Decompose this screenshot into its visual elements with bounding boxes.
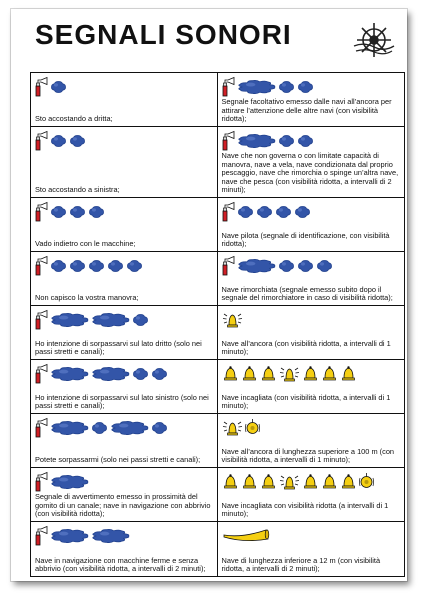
- bell-icon: [241, 473, 258, 490]
- signal-cell: [218, 468, 405, 522]
- signal-description: Segnale di avvertimento emesso in prossimità del gomito di un canale; nave in navigazione con abbrivio (con visibilità ridotta);: [35, 492, 211, 519]
- signal-icons: [222, 417, 401, 439]
- signal-description: Sto accostando a dritta;: [35, 114, 113, 124]
- signal-description: Nave all’ancora di lunghezza superiore a 100 m (con visibilità ridotta, a intervalli di 1 minuto);: [221, 446, 395, 465]
- signal-description: Vado indietro con le macchine;: [35, 239, 136, 249]
- short-blast-icon: [50, 205, 67, 219]
- signal-cell: [218, 306, 405, 360]
- signal-cell: [31, 198, 218, 252]
- signal-cell: [31, 522, 218, 576]
- bell-icon: [260, 473, 277, 490]
- signal-description: Ho intenzione di sorpassarvi sul lato sinistro (solo nei passi stretti e canali);: [35, 392, 209, 411]
- signal-cell: [218, 198, 405, 252]
- signal-icons: [222, 363, 401, 385]
- short-blast-icon: [151, 367, 168, 381]
- ringing-bell-icon: [222, 311, 243, 329]
- signal-description: Sto accostando a sinistra;: [35, 185, 120, 195]
- short-blast-icon: [297, 80, 314, 94]
- short-blast-icon: [132, 367, 149, 381]
- signal-description: Nave pilota (segnale di identificazione, con visibilità ridotta);: [221, 230, 390, 249]
- signal-icons: [222, 201, 401, 223]
- signal-icons: [222, 471, 401, 493]
- short-blast-icon: [69, 134, 86, 148]
- gong-icon: [359, 472, 374, 491]
- signal-description: Ho intenzione di sorpassarvi sul lato dritto (solo nei passi stretti e canali);: [35, 338, 202, 357]
- long-blast-icon: [50, 420, 89, 436]
- air-horn-icon: [35, 310, 48, 330]
- short-blast-icon: [297, 259, 314, 273]
- long-blast-icon: [237, 258, 276, 274]
- ships-wheel-icon: [352, 20, 396, 60]
- signal-cell: [31, 414, 218, 468]
- signal-cell: [218, 127, 405, 198]
- short-blast-icon: [278, 259, 295, 273]
- long-blast-icon: [237, 133, 276, 149]
- short-blast-icon: [91, 421, 108, 435]
- signal-icons: [35, 130, 213, 152]
- short-blast-icon: [237, 205, 254, 219]
- signal-icons: [35, 201, 213, 223]
- signal-cell: [31, 127, 218, 198]
- long-blast-icon: [110, 420, 149, 436]
- bell-icon: [340, 365, 357, 382]
- page-sheet: [11, 9, 407, 581]
- air-horn-icon: [35, 256, 48, 276]
- signal-cell: [218, 414, 405, 468]
- bell-icon: [321, 365, 338, 382]
- signal-description: Non capisco la vostra manovra;: [35, 293, 139, 303]
- signal-cell: [218, 522, 405, 576]
- short-blast-icon: [50, 80, 67, 94]
- short-blast-icon: [297, 134, 314, 148]
- signal-cell: [31, 468, 218, 522]
- signal-cell: [218, 360, 405, 414]
- signal-icons: [35, 309, 213, 331]
- page-title: SEGNALI SONORI: [35, 19, 292, 50]
- short-blast-icon: [88, 259, 105, 273]
- short-blast-icon: [50, 134, 67, 148]
- bell-icon: [302, 365, 319, 382]
- signal-description: Nave che non governa o con limitate capacità di manovra, nave a vela, nave condizionata dal proprio pescaggio, nave che rimorchia o spinge un’altra nave, nave che pesca (con visibilità ridotta, a intervalli di 2 minuti);: [221, 151, 399, 195]
- air-horn-icon: [222, 256, 235, 276]
- air-horn-icon: [222, 202, 235, 222]
- air-horn-icon: [35, 364, 48, 384]
- short-blast-icon: [126, 259, 143, 273]
- signal-icons: [222, 130, 401, 152]
- signal-icons: [222, 255, 401, 277]
- short-blast-icon: [50, 259, 67, 273]
- short-blast-icon: [88, 205, 105, 219]
- long-blast-icon: [91, 312, 130, 328]
- long-blast-icon: [91, 366, 130, 382]
- signal-description: Nave all’ancora (con visibilità ridotta, a intervalli di 1 minuto);: [221, 338, 391, 357]
- air-horn-icon: [222, 131, 235, 151]
- signal-description: Segnale facoltativo emesso dalle navi all’ancora per attirare l’attenzione delle altre navi (con visibilità ridotta);: [221, 97, 392, 124]
- signal-icons: [35, 255, 213, 277]
- signal-cell: [31, 73, 218, 127]
- signal-cell: [218, 73, 405, 127]
- bell-icon: [260, 365, 277, 382]
- signal-cell: [31, 252, 218, 306]
- short-blast-icon: [69, 205, 86, 219]
- short-blast-icon: [278, 134, 295, 148]
- ringing-bell-icon: [279, 365, 300, 383]
- long-blast-icon: [50, 474, 89, 490]
- short-blast-icon: [107, 259, 124, 273]
- signal-icons: [222, 76, 401, 98]
- bell-icon: [321, 473, 338, 490]
- air-horn-icon: [35, 77, 48, 97]
- signal-icons: [35, 76, 213, 98]
- signal-icons: [35, 525, 213, 547]
- signal-description: Nave incagliata (con visibilità ridotta, a intervalli di 1 minuto);: [221, 392, 391, 411]
- short-blast-icon: [69, 259, 86, 273]
- short-blast-icon: [294, 205, 311, 219]
- bell-icon: [241, 365, 258, 382]
- short-blast-icon: [275, 205, 292, 219]
- air-horn-icon: [35, 202, 48, 222]
- signal-description: Nave in navigazione con macchine ferme e senza abbrivio (con visibilità ridotta, a intervalli di 2 minuti);: [35, 555, 206, 574]
- ringing-bell-icon: [222, 419, 243, 437]
- signal-icons: [35, 417, 213, 439]
- bell-icon: [222, 365, 239, 382]
- air-horn-icon: [35, 418, 48, 438]
- signal-cell: [31, 306, 218, 360]
- signal-cell: [31, 360, 218, 414]
- bell-icon: [302, 473, 319, 490]
- signal-description: Nave incagliata con visibilità ridotta (a intervalli di 1 minuto);: [221, 500, 389, 519]
- short-blast-icon: [278, 80, 295, 94]
- hand-horn-icon: [222, 527, 270, 545]
- long-blast-icon: [50, 312, 89, 328]
- short-blast-icon: [132, 313, 149, 327]
- signal-icons: [35, 471, 213, 493]
- signal-icons: [222, 309, 401, 331]
- air-horn-icon: [35, 472, 48, 492]
- bell-icon: [222, 473, 239, 490]
- long-blast-icon: [50, 366, 89, 382]
- gong-icon: [245, 418, 260, 437]
- signal-description: Potete sorpassarmi (solo nei passi stretti e canali);: [35, 455, 201, 465]
- signals-table: [30, 72, 405, 577]
- long-blast-icon: [237, 79, 276, 95]
- signal-icons: [222, 525, 401, 547]
- long-blast-icon: [50, 528, 89, 544]
- short-blast-icon: [256, 205, 273, 219]
- short-blast-icon: [151, 421, 168, 435]
- ringing-bell-icon: [279, 473, 300, 491]
- bell-icon: [340, 473, 357, 490]
- long-blast-icon: [91, 528, 130, 544]
- air-horn-icon: [222, 77, 235, 97]
- short-blast-icon: [316, 259, 333, 273]
- air-horn-icon: [35, 526, 48, 546]
- signal-icons: [35, 363, 213, 385]
- signal-description: Nave rimorchiata (segnale emesso subito dopo il segnale del rimorchiatore in caso di visibilità ridotta);: [221, 284, 393, 303]
- air-horn-icon: [35, 131, 48, 151]
- signal-description: Nave di lunghezza inferiore a 12 m (con visibilità ridotta, a intervalli di 2 minuti);: [221, 555, 381, 574]
- signal-cell: [218, 252, 405, 306]
